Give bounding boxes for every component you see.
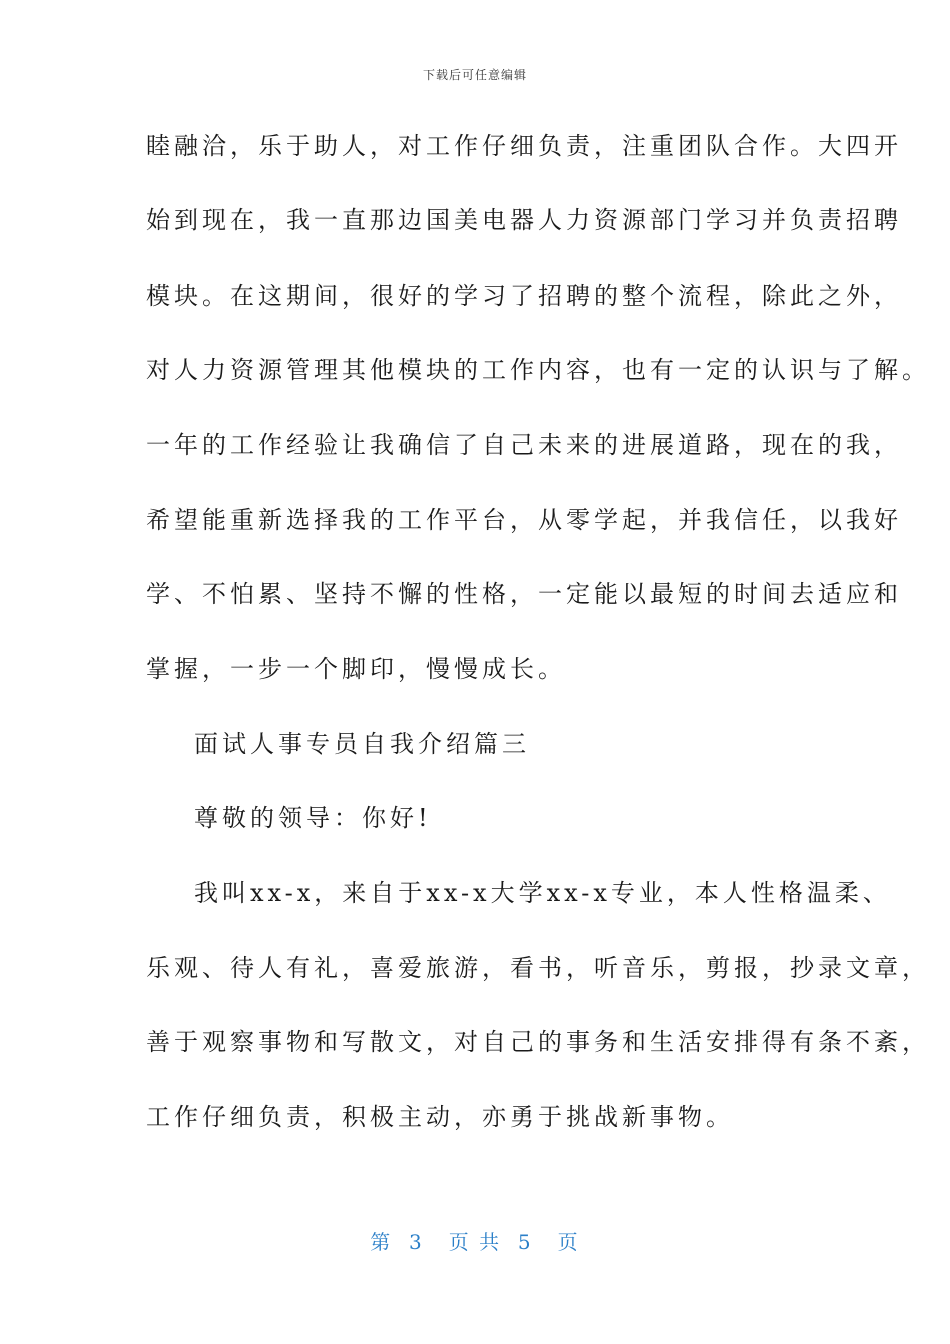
salutation: 尊敬的领导：你好! [194, 804, 432, 832]
body-line: 工作仔细负责，积极主动，亦勇于挑战新事物。 [146, 1103, 734, 1131]
body-line: 睦融洽，乐于助人，对工作仔细负责，注重团队合作。大四开 [146, 132, 902, 160]
body-line: 乐观、待人有礼，喜爱旅游，看书，听音乐，剪报，抄录文章， [146, 954, 930, 982]
body-line: 始到现在，我一直那边国美电器人力资源部门学习并负责招聘 [146, 206, 902, 234]
body-line: 掌握，一步一个脚印，慢慢成长。 [146, 655, 566, 683]
body-line: 我叫xx-x，来自于xx-x大学xx-x专业，本人性格温柔、 [194, 879, 891, 907]
page-header: 下载后可任意编辑 [422, 68, 527, 82]
body-line: 一年的工作经验让我确信了自己未来的进展道路，现在的我， [146, 431, 902, 459]
section-heading: 面试人事专员自我介绍篇三 [194, 730, 530, 758]
body-line: 学、不怕累、坚持不懈的性格，一定能以最短的时间去适应和 [146, 580, 902, 608]
body-line: 对人力资源管理其他模块的工作内容，也有一定的认识与了解。 [146, 356, 930, 384]
page-footer: 第 3 页 共 5 页 [370, 1230, 580, 1254]
body-line: 希望能重新选择我的工作平台，从零学起，并我信任，以我好 [146, 506, 902, 534]
body-line: 模块。在这期间，很好的学习了招聘的整个流程，除此之外， [146, 282, 902, 310]
body-line: 善于观察事物和写散文，对自己的事务和生活安排得有条不紊， [146, 1028, 930, 1056]
